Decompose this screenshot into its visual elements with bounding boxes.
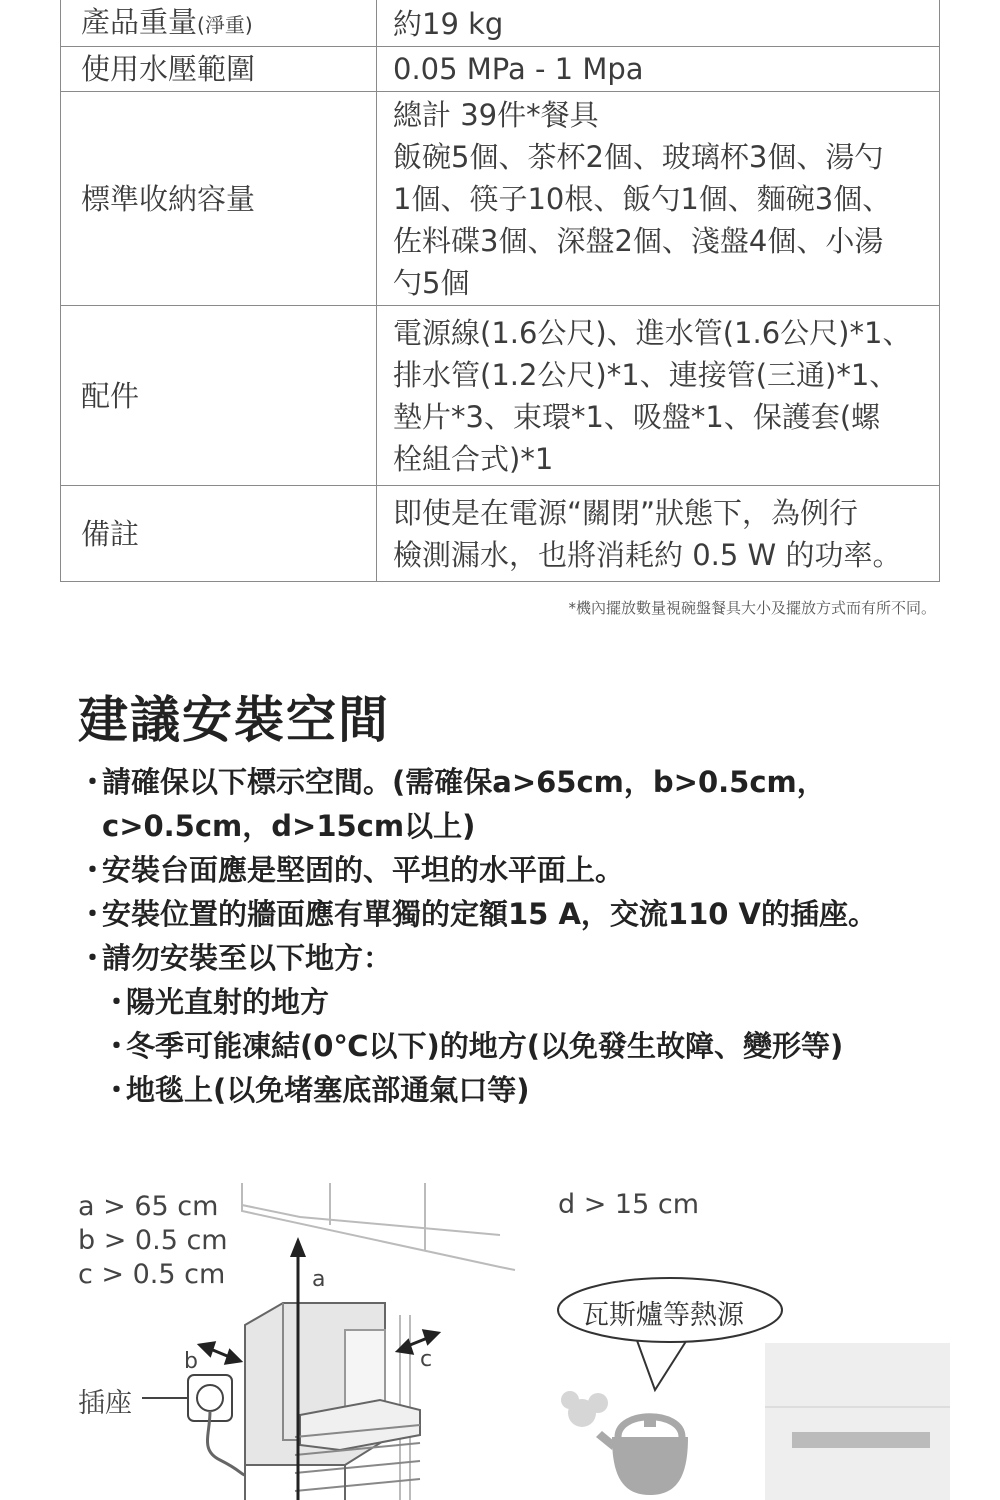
- spec-value: 約19 kg: [377, 0, 940, 47]
- footnote: *機內擺放數量視碗盤餐具大小及擺放方式而有所不同。: [568, 599, 936, 617]
- outlet-label: 插座: [78, 1388, 132, 1419]
- arrow-a-letter: a: [312, 1267, 326, 1292]
- spec-value: 電源線(1.6公尺)、進水管(1.6公尺)*1、 排水管(1.2公尺)*1、連接管(三通)*1、 墊片*3、束環*1、吸盤*1、保護套(螺 栓組合式)*1: [377, 306, 940, 486]
- dimension-arrow-b: [200, 1343, 240, 1363]
- diagram-illustration: [0, 1175, 1000, 1500]
- dimension-a-label: a > 65 cm: [78, 1191, 219, 1222]
- spec-row-weight: [61, 0, 940, 47]
- spec-label: 使用水壓範圍: [61, 47, 377, 92]
- bullet-mark: ・: [102, 1073, 132, 1107]
- kettle-shape: [561, 1391, 688, 1495]
- spec-label: 標準收納容量: [61, 92, 377, 306]
- spec-value: 即使是在電源“關閉”狀態下，為例行 檢測漏水，也將消耗約 0.5 W 的功率。: [377, 486, 940, 582]
- sub-list-item: ・冬季可能凍結(0℃以下)的地方(以免發生故障、變形等): [78, 1024, 958, 1068]
- list-item: ・請確保以下標示空間。(需確保a>65cm，b>0.5cm， c>0.5cm，d>15cm以上): [78, 760, 958, 848]
- spec-label: 產品重量(淨重): [61, 0, 377, 47]
- spec-row-capacity: [61, 92, 940, 306]
- list-item: ・安裝台面應是堅固的、平坦的水平面上。: [78, 848, 958, 892]
- spec-row-notes: [61, 486, 940, 582]
- install-requirements-list: [78, 760, 958, 1112]
- spec-table: [60, 0, 940, 582]
- bullet-mark: ・: [78, 853, 108, 887]
- spec-label: 配件: [61, 306, 377, 486]
- bullet-mark: ・: [78, 941, 108, 975]
- dimension-b-label: b > 0.5 cm: [78, 1225, 228, 1256]
- stove-shape: [765, 1343, 950, 1500]
- sub-list-item: ・地毯上(以免堵塞底部通氣口等): [78, 1068, 958, 1112]
- arrow-b-letter: b: [184, 1349, 198, 1374]
- spec-row-accessories: [61, 306, 940, 486]
- spec-label: 備註: [61, 486, 377, 582]
- arrow-c-letter: c: [420, 1347, 433, 1372]
- sub-list-item: ・陽光直射的地方: [78, 980, 958, 1024]
- bullet-mark: ・: [78, 765, 108, 799]
- heat-source-label: 瓦斯爐等熱源: [582, 1300, 744, 1331]
- outlet-shape: [142, 1375, 245, 1475]
- spec-value: 0.05 MPa - 1 Mpa: [377, 47, 940, 92]
- list-item: ・請勿安裝至以下地方：: [78, 936, 958, 980]
- bullet-mark: ・: [78, 897, 108, 931]
- spec-row-water-pressure: [61, 47, 940, 92]
- section-title: 建議安裝空間: [78, 691, 390, 749]
- list-item: ・安裝位置的牆面應有單獨的定額15 A，交流110 V的插座。: [78, 892, 958, 936]
- dishwasher-shape: [245, 1303, 420, 1500]
- spec-value: 總計 39件*餐具 飯碗5個、茶杯2個、玻璃杯3個、湯勺 1個、筷子10根、飯勺1個、麵碗3個、 佐料碟3個、深盤2個、淺盤4個、小湯 勺5個: [377, 92, 940, 306]
- bullet-mark: ・: [102, 985, 132, 1019]
- dimension-d-label: d > 15 cm: [558, 1189, 700, 1220]
- dimension-c-label: c > 0.5 cm: [78, 1259, 226, 1290]
- bullet-mark: ・: [102, 1029, 132, 1063]
- installation-diagram: [0, 1175, 1000, 1500]
